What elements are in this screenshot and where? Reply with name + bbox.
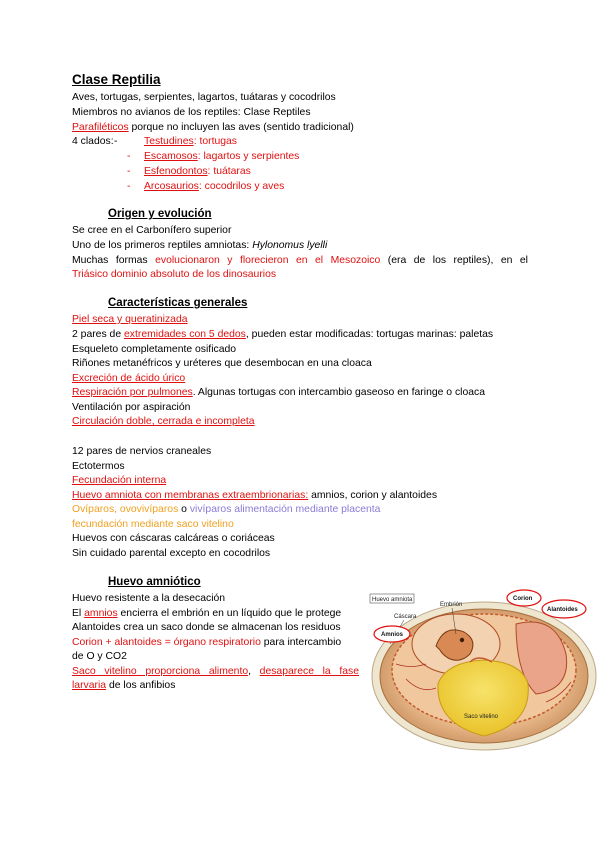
egg-line: Alantoides crea un saco donde se almacenan los residuos [72, 622, 341, 633]
char-line: Huevos con cáscaras calcáreas o coriáceas [72, 533, 275, 544]
char-orange: Ovíparos, ovovivíparos [72, 504, 179, 515]
egg-text: , [248, 666, 260, 677]
char-line: Ventilación por aspiración [72, 402, 191, 413]
clade-desc: : tuátaras [207, 166, 251, 177]
egg-line [72, 636, 341, 650]
char-purple: vivíparos alimentación mediante placenta [189, 504, 381, 515]
char-text: , pueden estar modificadas: tortugas marinas: paletas [245, 329, 494, 340]
char-text: amnios, corion y alantoides [308, 490, 438, 501]
clade-name: Arcosaurios [144, 181, 199, 192]
char-line [72, 328, 493, 342]
label-yolk: Saco vitelino [464, 714, 499, 720]
char-line: Fecundación interna [72, 475, 167, 486]
label-corion: Corion [513, 596, 533, 602]
egg-text: de los anfibios [106, 680, 176, 691]
egg-highlight: amnios [84, 608, 118, 619]
clade-name: Escamosos [144, 151, 198, 162]
paraphyletic-rest: porque no incluyen las aves (sentido tradicional) [128, 122, 354, 133]
char-line [72, 489, 437, 503]
egg-text: El [72, 608, 85, 619]
char-line: 12 pares de nervios craneales [72, 446, 212, 457]
egg-text: para intercambio [260, 637, 342, 648]
paraphyletic-term: Parafiléticos [72, 122, 129, 133]
char-line: Excreción de ácido úrico [72, 373, 186, 384]
clade-item [144, 135, 237, 149]
egg-highlight: Saco vitelino proporciona alimento [72, 666, 249, 677]
char-line: Circulación doble, cerrada e incompleta [72, 416, 255, 427]
clade-desc: : cocodrilos y aves [198, 181, 285, 192]
intro-non-avian: Miembros no avianos de los reptiles: Clase Reptiles [72, 107, 311, 118]
clades-first-dash: - [114, 136, 118, 147]
char-text: o [178, 504, 190, 515]
char-line: Sin cuidado parental excepto en cocodrilos [72, 548, 271, 559]
clade-item [144, 150, 299, 164]
intro-members: Aves, tortugas, serpientes, lagartos, tuátaras y cocodrilos [72, 92, 336, 103]
characteristics-heading: Características generales [108, 297, 248, 309]
egg-heading: Huevo amniótico [108, 576, 201, 588]
char-text: 2 pares de [72, 329, 124, 340]
egg-highlight: desaparece la fase [259, 666, 359, 677]
egg-highlight: larvaria [72, 680, 107, 691]
page-title: Clase Reptilia [72, 72, 161, 87]
clade-item [144, 180, 284, 194]
char-highlight: Respiración por pulmones [72, 387, 193, 398]
clade-name: Esfenodontos [144, 166, 208, 177]
clade-name: Testudines [144, 136, 194, 147]
figure-title: Huevo amniota [372, 597, 413, 603]
clade-item [144, 165, 251, 179]
egg-line: Huevo resistente a la desecación [72, 593, 226, 604]
egg-line [72, 665, 359, 679]
origin-line [72, 239, 327, 253]
origin-text: Uno de los primeros reptiles amniotas: [72, 240, 253, 251]
clade-desc: : lagartos y serpientes [197, 151, 300, 162]
origin-highlight: evolucionaron y florecieron en el Mesozoico [155, 255, 381, 266]
origin-heading: Origen y evolución [108, 208, 212, 220]
amniotic-egg-diagram [366, 584, 600, 754]
egg-line: de O y CO2 [72, 651, 127, 662]
char-line [72, 503, 380, 517]
origin-text: (era de los reptiles), en el [380, 255, 528, 266]
char-highlight: Huevo amniota con membranas extraembrionarias: [72, 490, 309, 501]
origin-line [72, 254, 528, 268]
intro-paraphyletic [72, 121, 354, 135]
clade-dash: - [127, 166, 131, 177]
egg-highlight: Corion + alantoides = órgano respiratorio [72, 637, 261, 648]
origin-line: Triásico dominio absoluto de los dinosaurios [72, 269, 277, 280]
char-text: . Algunas tortugas con intercambio gaseoso en faringe o cloaca [192, 387, 485, 398]
egg-line [72, 607, 341, 621]
embryo-eye-icon [460, 638, 464, 642]
char-line [72, 386, 485, 400]
egg-text: encierra el embrión en un líquido que le protege [117, 608, 342, 619]
label-amnios: Amnios [381, 632, 404, 638]
egg-line [72, 679, 175, 693]
char-line: Piel seca y queratinizada [72, 314, 188, 325]
clade-dash: - [127, 181, 131, 192]
char-highlight: extremidades con 5 dedos [124, 329, 246, 340]
label-shell: Cáscara [394, 614, 417, 620]
label-embryo: Embrión [440, 602, 463, 608]
char-line: Esqueleto completamente osificado [72, 344, 237, 355]
clade-dash: - [127, 151, 131, 162]
label-alantoides: Alantoides [547, 607, 578, 613]
char-line: Riñones metanéfricos y uréteres que desembocan en una cloaca [72, 358, 372, 369]
clades-label: 4 clados: [72, 136, 114, 147]
clade-desc: : tortugas [193, 136, 238, 147]
origin-line: Se cree en el Carbonífero superior [72, 225, 232, 236]
char-line: fecundación mediante saco vitelino [72, 519, 234, 530]
char-line: Ectotermos [72, 461, 125, 472]
amniotic-egg-figure [366, 584, 600, 754]
origin-text: Muchas formas [72, 255, 156, 266]
species-name: Hylonomus lyelli [252, 240, 328, 251]
